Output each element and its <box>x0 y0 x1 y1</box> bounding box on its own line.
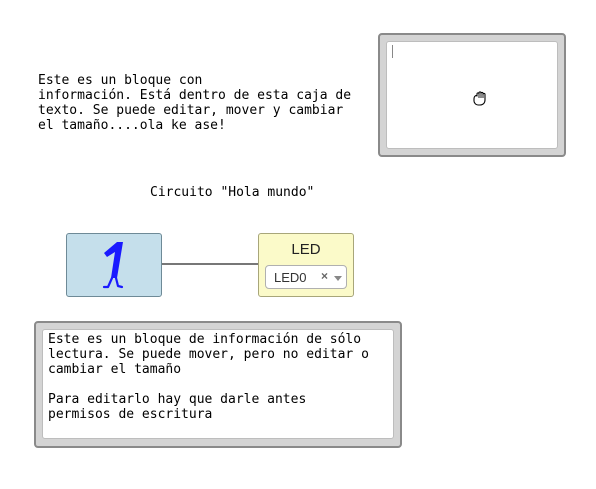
led-block-label: LED <box>291 241 321 258</box>
circuit-title: Circuito "Hola mundo" <box>150 185 315 200</box>
hello-one-figure-icon <box>101 240 129 292</box>
info-text-block: Este es un bloque con información. Está dentro de esta caja de texto. Se puede editar, mover y cambiar el tamaño....ola ke ase! <box>38 73 352 133</box>
grab-hand-cursor-icon <box>471 90 491 106</box>
text-caret <box>392 45 393 58</box>
readonly-text-area <box>42 329 394 439</box>
readonly-text-box[interactable] <box>34 321 402 448</box>
led-pin-select[interactable] <box>265 265 347 289</box>
editable-text-box[interactable] <box>378 33 566 157</box>
led-pin-selected-value: LED0 <box>274 270 307 285</box>
editable-text-area[interactable] <box>386 41 558 149</box>
clear-selection-icon[interactable]: × <box>321 269 329 283</box>
led-block[interactable] <box>258 233 354 297</box>
hello-world-block[interactable] <box>66 233 162 297</box>
chevron-down-icon[interactable] <box>334 276 342 281</box>
readonly-text-content: Este es un bloque de información de sólo lectura. Se puede mover, pero no editar o cambiar el tamaño Para editarlo hay que darle antes permisos de escritura <box>48 332 369 422</box>
connection-wire[interactable] <box>161 263 259 265</box>
